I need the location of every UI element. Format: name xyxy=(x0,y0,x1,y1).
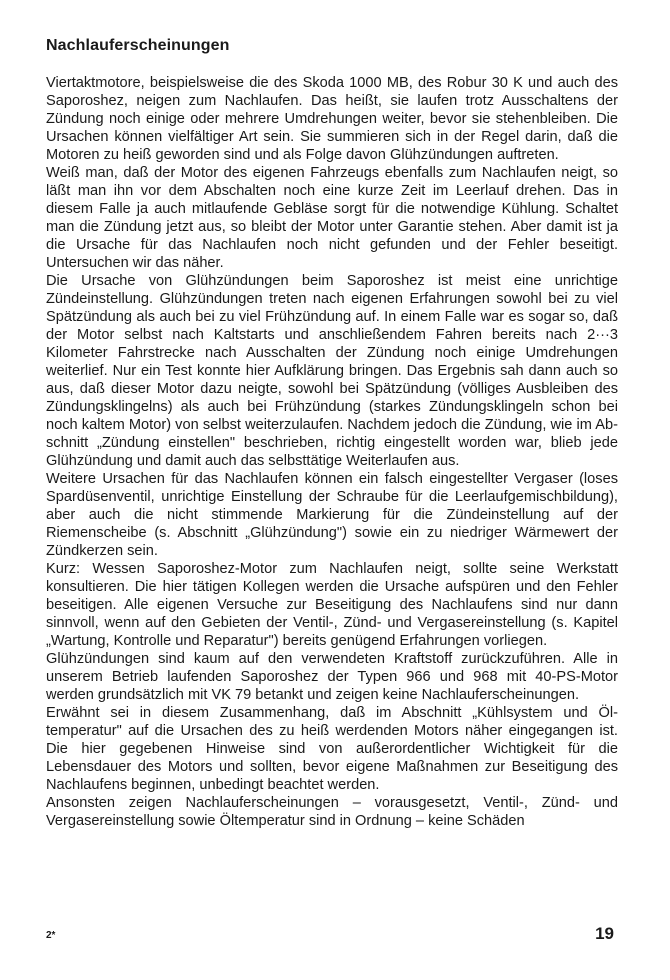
paragraph: Die Ursache von Glühzündungen beim Saporoshez ist meist eine unrichtige Zündeinstellung. Glühzündungen treten nach eigenen Erfahrungen sowohl bei zu viel Spätzündung als auch bei zu viel Frühzündung auf. In einem Falle war es sogar so, daß der Motor selbst nach Kaltstarts und anschließendem Fahren bereits nach 2···3 Kilometer Fahrstrecke nach Ausschalten der Zündung noch einige Umdrehungen weiterlief. Nur ein Test konnte hier Aufklärung bringen. Das Ergebnis sah dann auch so aus, daß dieser Motor dazu neigte, sowohl bei Spätzündung (völliges Ausbleiben des Zündungsklingelns) als auch bei Frühzündung (starkes Zündungsklingeln schon bei noch kaltem Motor) von selbst weiterzulaufen. Nachdem jedoch die Zündung, wie im Abschnitt „Zündung einstellen" beschrieben, richtig eingestellt worden war, blieb jede Glühzündung und damit auch das selbsttätige Weiterlaufen aus. xyxy=(46,273,618,469)
paragraph: Glühzündungen sind kaum auf den verwendeten Kraftstoff zurückzuführen. Alle in unserem Betrieb laufenden Saporoshez der Typen 966 und 968 mit 40-PS-Motor werden grundsätzlich mit VK 79 betankt und zeigen keine Nachlauferscheinungen. xyxy=(46,651,618,703)
page-number: 19 xyxy=(595,924,614,943)
paragraph: Erwähnt sei in diesem Zusammenhang, daß im Abschnitt „Kühlsystem und Öltemperatur" auf die Ursachen des zu heiß werdenden Motors näher eingegangen ist. Die hier gegebenen Hinweise sind von außerordentlicher Wichtigkeit für die Lebensdauer des Motors und sollten, bevor eigene Maßnahmen zur Beseitigung des Nachlaufens beginnen, unbedingt beachtet werden. xyxy=(46,705,618,793)
page-footer xyxy=(46,924,618,948)
paragraph: Viertaktmotore, beispielsweise die des Skoda 1000 MB, des Robur 30 K und auch des Saporoshez, neigen zum Nachlaufen. Das heißt, sie laufen trotz Ausschaltens der Zündung noch einige oder mehrere Umdrehungen weiter, bevor sie stehenbleiben. Die Ursachen können vielfältiger Art sein. Sie summieren sich in der Regel darin, daß die Motoren zu heiß geworden sind und als Folge davon Glühzündungen auftreten. xyxy=(46,75,618,163)
paragraph: Weiß man, daß der Motor des eigenen Fahrzeugs ebenfalls zum Nachlaufen neigt, so läßt man ihn vor dem Abschalten noch eine kurze Zeit im Leerlauf drehen. Das in diesem Falle ja auch mitlaufende Gebläse sorgt für die notwendige Kühlung. Schaltet man die Zündung jetzt aus, so bleibt der Motor unter Garantie stehen. Aber damit ist ja die Ursache für das Nachlaufen noch nicht gefunden und der Fehler beseitigt. Untersuchen wir das näher. xyxy=(46,165,618,271)
page-content xyxy=(46,36,618,830)
paragraph: Kurz: Wessen Saporoshez-Motor zum Nachlaufen neigt, sollte seine Werkstatt konsultieren. Die hier tätigen Kollegen werden die Ursache aufspüren und den Fehler beseitigen. Alle eigenen Versuche zur Beseitigung des Nachlaufens sind nur dann sinnvoll, wenn auf den Gebieten der Ventil-, Zünd- und Vergasereinstellung (s. Kapitel „Wartung, Kontrolle und Reparatur") bereits genügend Erfahrungen vorliegen. xyxy=(46,561,618,649)
sheet-signature: 2* xyxy=(46,930,56,941)
body-text xyxy=(46,74,618,830)
paragraph: Ansonsten zeigen Nachlauferscheinungen – vorausgesetzt, Ventil-, Zünd- und Vergasereinstellung sowie Öltemperatur sind in Ordnung – keine Schäden xyxy=(46,795,618,829)
section-heading: Nachlauferscheinungen xyxy=(46,37,230,54)
paragraph: Weitere Ursachen für das Nachlaufen können ein falsch eingestellter Vergaser (loses Spardüsenventil, unrichtige Einstellung der Schraube für die Leerlaufgemischbildung), aber auch die nicht stimmende Markierung für die Zündeinstellung auf der Riemenscheibe (s. Abschnitt „Glühzündung") sowie ein zu niedriger Wärmewert der Zündkerzen sein. xyxy=(46,471,618,559)
